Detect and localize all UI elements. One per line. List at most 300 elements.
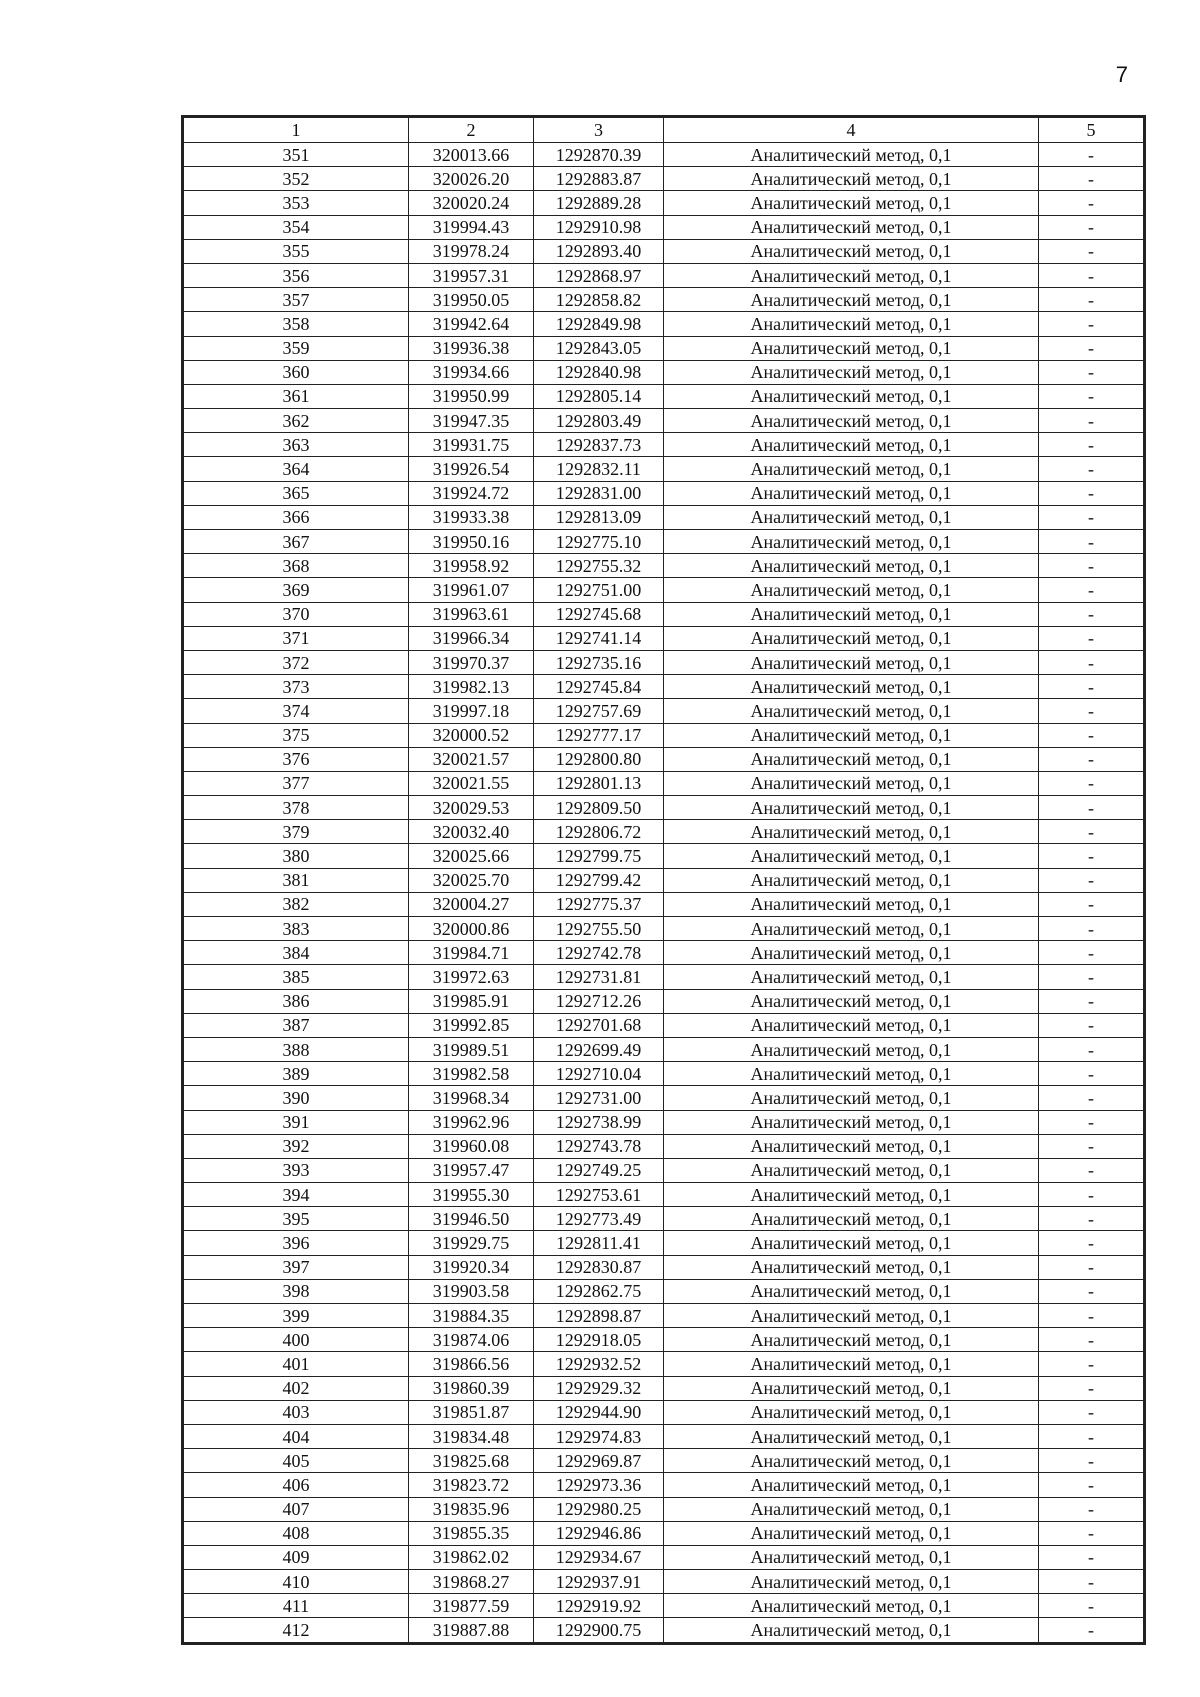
- point-number-cell: 405: [184, 1449, 409, 1473]
- table-row: [184, 530, 1144, 554]
- y-coordinate-cell: 1292800.80: [534, 747, 664, 771]
- table-row: [184, 1328, 1144, 1352]
- y-coordinate-cell: 1292919.92: [534, 1594, 664, 1618]
- x-coordinate-cell: 319966.34: [409, 626, 534, 650]
- note-cell: -: [1039, 868, 1144, 892]
- method-cell: Аналитический метод, 0,1: [664, 1279, 1039, 1303]
- method-cell: Аналитический метод, 0,1: [664, 1400, 1039, 1424]
- header-col-2: 2: [409, 118, 534, 143]
- method-cell: Аналитический метод, 0,1: [664, 143, 1039, 167]
- y-coordinate-cell: 1292741.14: [534, 626, 664, 650]
- table-body: [184, 143, 1144, 1643]
- note-cell: -: [1039, 1255, 1144, 1279]
- header-col-1: 1: [184, 118, 409, 143]
- x-coordinate-cell: 319957.31: [409, 263, 534, 287]
- y-coordinate-cell: 1292735.16: [534, 650, 664, 674]
- method-cell: Аналитический метод, 0,1: [664, 1037, 1039, 1061]
- y-coordinate-cell: 1292699.49: [534, 1037, 664, 1061]
- method-cell: Аналитический метод, 0,1: [664, 1618, 1039, 1642]
- y-coordinate-cell: 1292868.97: [534, 263, 664, 287]
- header-row: [184, 118, 1144, 143]
- y-coordinate-cell: 1292751.00: [534, 578, 664, 602]
- table-row: [184, 1304, 1144, 1328]
- method-cell: Аналитический метод, 0,1: [664, 1521, 1039, 1545]
- method-cell: Аналитический метод, 0,1: [664, 1231, 1039, 1255]
- method-cell: Аналитический метод, 0,1: [664, 1086, 1039, 1110]
- y-coordinate-cell: 1292775.37: [534, 892, 664, 916]
- table-row: [184, 965, 1144, 989]
- method-cell: Аналитический метод, 0,1: [664, 505, 1039, 529]
- table-row: [184, 1545, 1144, 1569]
- point-number-cell: 359: [184, 336, 409, 360]
- y-coordinate-cell: 1292900.75: [534, 1618, 664, 1642]
- note-cell: -: [1039, 796, 1144, 820]
- method-cell: Аналитический метод, 0,1: [664, 263, 1039, 287]
- x-coordinate-cell: 319968.34: [409, 1086, 534, 1110]
- table-row: [184, 1497, 1144, 1521]
- table-row: [184, 1255, 1144, 1279]
- point-number-cell: 381: [184, 868, 409, 892]
- point-number-cell: 353: [184, 191, 409, 215]
- table-row: [184, 457, 1144, 481]
- note-cell: -: [1039, 1231, 1144, 1255]
- method-cell: Аналитический метод, 0,1: [664, 1013, 1039, 1037]
- note-cell: -: [1039, 143, 1144, 167]
- point-number-cell: 351: [184, 143, 409, 167]
- table-row: [184, 1086, 1144, 1110]
- method-cell: Аналитический метод, 0,1: [664, 239, 1039, 263]
- x-coordinate-cell: 319866.56: [409, 1352, 534, 1376]
- method-cell: Аналитический метод, 0,1: [664, 481, 1039, 505]
- point-number-cell: 366: [184, 505, 409, 529]
- note-cell: -: [1039, 481, 1144, 505]
- point-number-cell: 382: [184, 892, 409, 916]
- point-number-cell: 360: [184, 360, 409, 384]
- table-row: [184, 1400, 1144, 1424]
- point-number-cell: 365: [184, 481, 409, 505]
- method-cell: Аналитический метод, 0,1: [664, 917, 1039, 941]
- x-coordinate-cell: 319950.99: [409, 384, 534, 408]
- y-coordinate-cell: 1292755.50: [534, 917, 664, 941]
- table-row: [184, 1594, 1144, 1618]
- point-number-cell: 368: [184, 554, 409, 578]
- note-cell: -: [1039, 288, 1144, 312]
- table-row: [184, 384, 1144, 408]
- note-cell: -: [1039, 554, 1144, 578]
- method-cell: Аналитический метод, 0,1: [664, 626, 1039, 650]
- point-number-cell: 393: [184, 1158, 409, 1182]
- method-cell: Аналитический метод, 0,1: [664, 312, 1039, 336]
- header-col-3: 3: [534, 118, 664, 143]
- y-coordinate-cell: 1292969.87: [534, 1449, 664, 1473]
- note-cell: -: [1039, 167, 1144, 191]
- x-coordinate-cell: 319984.71: [409, 941, 534, 965]
- note-cell: -: [1039, 384, 1144, 408]
- method-cell: Аналитический метод, 0,1: [664, 771, 1039, 795]
- x-coordinate-cell: 320004.27: [409, 892, 534, 916]
- note-cell: -: [1039, 1376, 1144, 1400]
- x-coordinate-cell: 320026.20: [409, 167, 534, 191]
- point-number-cell: 379: [184, 820, 409, 844]
- note-cell: -: [1039, 1328, 1144, 1352]
- y-coordinate-cell: 1292799.42: [534, 868, 664, 892]
- y-coordinate-cell: 1292843.05: [534, 336, 664, 360]
- method-cell: Аналитический метод, 0,1: [664, 1062, 1039, 1086]
- point-number-cell: 397: [184, 1255, 409, 1279]
- table-row: [184, 336, 1144, 360]
- y-coordinate-cell: 1292932.52: [534, 1352, 664, 1376]
- point-number-cell: 400: [184, 1328, 409, 1352]
- table-row: [184, 505, 1144, 529]
- table-row: [184, 1521, 1144, 1545]
- note-cell: -: [1039, 1183, 1144, 1207]
- method-cell: Аналитический метод, 0,1: [664, 1255, 1039, 1279]
- y-coordinate-cell: 1292749.25: [534, 1158, 664, 1182]
- point-number-cell: 407: [184, 1497, 409, 1521]
- x-coordinate-cell: 320025.70: [409, 868, 534, 892]
- table-row: [184, 1062, 1144, 1086]
- note-cell: -: [1039, 1037, 1144, 1061]
- note-cell: -: [1039, 336, 1144, 360]
- point-number-cell: 396: [184, 1231, 409, 1255]
- method-cell: Аналитический метод, 0,1: [664, 699, 1039, 723]
- method-cell: Аналитический метод, 0,1: [664, 360, 1039, 384]
- note-cell: -: [1039, 360, 1144, 384]
- note-cell: -: [1039, 650, 1144, 674]
- x-coordinate-cell: 319978.24: [409, 239, 534, 263]
- note-cell: -: [1039, 1086, 1144, 1110]
- table-row: [184, 1134, 1144, 1158]
- x-coordinate-cell: 319958.92: [409, 554, 534, 578]
- y-coordinate-cell: 1292755.32: [534, 554, 664, 578]
- x-coordinate-cell: 320000.52: [409, 723, 534, 747]
- note-cell: -: [1039, 771, 1144, 795]
- table-row: [184, 626, 1144, 650]
- x-coordinate-cell: 319955.30: [409, 1183, 534, 1207]
- x-coordinate-cell: 319855.35: [409, 1521, 534, 1545]
- x-coordinate-cell: 319960.08: [409, 1134, 534, 1158]
- point-number-cell: 406: [184, 1473, 409, 1497]
- point-number-cell: 372: [184, 650, 409, 674]
- y-coordinate-cell: 1292701.68: [534, 1013, 664, 1037]
- method-cell: Аналитический метод, 0,1: [664, 892, 1039, 916]
- note-cell: -: [1039, 626, 1144, 650]
- x-coordinate-cell: 319936.38: [409, 336, 534, 360]
- x-coordinate-cell: 319989.51: [409, 1037, 534, 1061]
- point-number-cell: 362: [184, 409, 409, 433]
- note-cell: -: [1039, 1521, 1144, 1545]
- y-coordinate-cell: 1292910.98: [534, 215, 664, 239]
- table-row: [184, 1618, 1144, 1642]
- note-cell: -: [1039, 312, 1144, 336]
- table-row: [184, 1231, 1144, 1255]
- x-coordinate-cell: 319835.96: [409, 1497, 534, 1521]
- y-coordinate-cell: 1292803.49: [534, 409, 664, 433]
- note-cell: -: [1039, 1400, 1144, 1424]
- point-number-cell: 387: [184, 1013, 409, 1037]
- x-coordinate-cell: 319961.07: [409, 578, 534, 602]
- note-cell: -: [1039, 1352, 1144, 1376]
- y-coordinate-cell: 1292980.25: [534, 1497, 664, 1521]
- method-cell: Аналитический метод, 0,1: [664, 409, 1039, 433]
- method-cell: Аналитический метод, 0,1: [664, 457, 1039, 481]
- method-cell: Аналитический метод, 0,1: [664, 747, 1039, 771]
- note-cell: -: [1039, 965, 1144, 989]
- x-coordinate-cell: 319825.68: [409, 1449, 534, 1473]
- x-coordinate-cell: 319929.75: [409, 1231, 534, 1255]
- y-coordinate-cell: 1292801.13: [534, 771, 664, 795]
- table-row: [184, 481, 1144, 505]
- method-cell: Аналитический метод, 0,1: [664, 1134, 1039, 1158]
- x-coordinate-cell: 320013.66: [409, 143, 534, 167]
- y-coordinate-cell: 1292934.67: [534, 1545, 664, 1569]
- y-coordinate-cell: 1292831.00: [534, 481, 664, 505]
- point-number-cell: 386: [184, 989, 409, 1013]
- table-row: [184, 941, 1144, 965]
- method-cell: Аналитический метод, 0,1: [664, 1158, 1039, 1182]
- method-cell: Аналитический метод, 0,1: [664, 844, 1039, 868]
- x-coordinate-cell: 319947.35: [409, 409, 534, 433]
- table-row: [184, 433, 1144, 457]
- y-coordinate-cell: 1292743.78: [534, 1134, 664, 1158]
- y-coordinate-cell: 1292738.99: [534, 1110, 664, 1134]
- point-number-cell: 375: [184, 723, 409, 747]
- point-number-cell: 404: [184, 1424, 409, 1448]
- point-number-cell: 374: [184, 699, 409, 723]
- note-cell: -: [1039, 263, 1144, 287]
- table-row: [184, 1376, 1144, 1400]
- y-coordinate-cell: 1292731.81: [534, 965, 664, 989]
- point-number-cell: 363: [184, 433, 409, 457]
- x-coordinate-cell: 320021.55: [409, 771, 534, 795]
- point-number-cell: 384: [184, 941, 409, 965]
- x-coordinate-cell: 319877.59: [409, 1594, 534, 1618]
- note-cell: -: [1039, 820, 1144, 844]
- x-coordinate-cell: 319950.05: [409, 288, 534, 312]
- note-cell: -: [1039, 699, 1144, 723]
- note-cell: -: [1039, 723, 1144, 747]
- method-cell: Аналитический метод, 0,1: [664, 1183, 1039, 1207]
- method-cell: Аналитический метод, 0,1: [664, 336, 1039, 360]
- y-coordinate-cell: 1292811.41: [534, 1231, 664, 1255]
- point-number-cell: 398: [184, 1279, 409, 1303]
- method-cell: Аналитический метод, 0,1: [664, 433, 1039, 457]
- method-cell: Аналитический метод, 0,1: [664, 215, 1039, 239]
- table-row: [184, 820, 1144, 844]
- y-coordinate-cell: 1292710.04: [534, 1062, 664, 1086]
- note-cell: -: [1039, 1545, 1144, 1569]
- note-cell: -: [1039, 1279, 1144, 1303]
- y-coordinate-cell: 1292858.82: [534, 288, 664, 312]
- table-row: [184, 989, 1144, 1013]
- method-cell: Аналитический метод, 0,1: [664, 1376, 1039, 1400]
- table-row: [184, 723, 1144, 747]
- method-cell: Аналитический метод, 0,1: [664, 288, 1039, 312]
- point-number-cell: 394: [184, 1183, 409, 1207]
- point-number-cell: 402: [184, 1376, 409, 1400]
- x-coordinate-cell: 319950.16: [409, 530, 534, 554]
- point-number-cell: 408: [184, 1521, 409, 1545]
- x-coordinate-cell: 319823.72: [409, 1473, 534, 1497]
- method-cell: Аналитический метод, 0,1: [664, 1570, 1039, 1594]
- table-row: [184, 1183, 1144, 1207]
- point-number-cell: 377: [184, 771, 409, 795]
- y-coordinate-cell: 1292775.10: [534, 530, 664, 554]
- table-row: [184, 771, 1144, 795]
- x-coordinate-cell: 319874.06: [409, 1328, 534, 1352]
- y-coordinate-cell: 1292832.11: [534, 457, 664, 481]
- x-coordinate-cell: 319970.37: [409, 650, 534, 674]
- note-cell: -: [1039, 578, 1144, 602]
- note-cell: -: [1039, 1449, 1144, 1473]
- method-cell: Аналитический метод, 0,1: [664, 1424, 1039, 1448]
- y-coordinate-cell: 1292974.83: [534, 1424, 664, 1448]
- note-cell: -: [1039, 1158, 1144, 1182]
- method-cell: Аналитический метод, 0,1: [664, 989, 1039, 1013]
- point-number-cell: 370: [184, 602, 409, 626]
- point-number-cell: 403: [184, 1400, 409, 1424]
- y-coordinate-cell: 1292712.26: [534, 989, 664, 1013]
- x-coordinate-cell: 319963.61: [409, 602, 534, 626]
- point-number-cell: 401: [184, 1352, 409, 1376]
- note-cell: -: [1039, 1304, 1144, 1328]
- method-cell: Аналитический метод, 0,1: [664, 578, 1039, 602]
- table-row: [184, 191, 1144, 215]
- y-coordinate-cell: 1292753.61: [534, 1183, 664, 1207]
- note-cell: -: [1039, 747, 1144, 771]
- y-coordinate-cell: 1292944.90: [534, 1400, 664, 1424]
- note-cell: -: [1039, 1110, 1144, 1134]
- method-cell: Аналитический метод, 0,1: [664, 1449, 1039, 1473]
- point-number-cell: 352: [184, 167, 409, 191]
- y-coordinate-cell: 1292946.86: [534, 1521, 664, 1545]
- table-row: [184, 1013, 1144, 1037]
- method-cell: Аналитический метод, 0,1: [664, 675, 1039, 699]
- table-row: [184, 1570, 1144, 1594]
- x-coordinate-cell: 319868.27: [409, 1570, 534, 1594]
- method-cell: Аналитический метод, 0,1: [664, 1473, 1039, 1497]
- table-row: [184, 1352, 1144, 1376]
- y-coordinate-cell: 1292805.14: [534, 384, 664, 408]
- point-number-cell: 357: [184, 288, 409, 312]
- point-number-cell: 411: [184, 1594, 409, 1618]
- note-cell: -: [1039, 1424, 1144, 1448]
- x-coordinate-cell: 319933.38: [409, 505, 534, 529]
- note-cell: -: [1039, 1062, 1144, 1086]
- x-coordinate-cell: 319957.47: [409, 1158, 534, 1182]
- note-cell: -: [1039, 1570, 1144, 1594]
- table-row: [184, 1473, 1144, 1497]
- x-coordinate-cell: 319834.48: [409, 1424, 534, 1448]
- note-cell: -: [1039, 941, 1144, 965]
- note-cell: -: [1039, 917, 1144, 941]
- method-cell: Аналитический метод, 0,1: [664, 723, 1039, 747]
- x-coordinate-cell: 320000.86: [409, 917, 534, 941]
- point-number-cell: 376: [184, 747, 409, 771]
- page-number: 7: [1115, 62, 1128, 87]
- note-cell: -: [1039, 239, 1144, 263]
- y-coordinate-cell: 1292745.84: [534, 675, 664, 699]
- point-number-cell: 367: [184, 530, 409, 554]
- note-cell: -: [1039, 505, 1144, 529]
- note-cell: -: [1039, 191, 1144, 215]
- method-cell: Аналитический метод, 0,1: [664, 167, 1039, 191]
- y-coordinate-cell: 1292870.39: [534, 143, 664, 167]
- point-number-cell: 389: [184, 1062, 409, 1086]
- x-coordinate-cell: 319934.66: [409, 360, 534, 384]
- y-coordinate-cell: 1292937.91: [534, 1570, 664, 1594]
- point-number-cell: 395: [184, 1207, 409, 1231]
- y-coordinate-cell: 1292745.68: [534, 602, 664, 626]
- point-number-cell: 399: [184, 1304, 409, 1328]
- x-coordinate-cell: 319887.88: [409, 1618, 534, 1642]
- point-number-cell: 409: [184, 1545, 409, 1569]
- y-coordinate-cell: 1292849.98: [534, 312, 664, 336]
- y-coordinate-cell: 1292757.69: [534, 699, 664, 723]
- table-row: [184, 650, 1144, 674]
- x-coordinate-cell: 319851.87: [409, 1400, 534, 1424]
- note-cell: -: [1039, 1618, 1144, 1642]
- y-coordinate-cell: 1292799.75: [534, 844, 664, 868]
- x-coordinate-cell: 320021.57: [409, 747, 534, 771]
- note-cell: -: [1039, 1207, 1144, 1231]
- point-number-cell: 354: [184, 215, 409, 239]
- table-row: [184, 239, 1144, 263]
- method-cell: Аналитический метод, 0,1: [664, 941, 1039, 965]
- point-number-cell: 391: [184, 1110, 409, 1134]
- table-row: [184, 844, 1144, 868]
- y-coordinate-cell: 1292973.36: [534, 1473, 664, 1497]
- y-coordinate-cell: 1292830.87: [534, 1255, 664, 1279]
- note-cell: -: [1039, 989, 1144, 1013]
- method-cell: Аналитический метод, 0,1: [664, 650, 1039, 674]
- point-number-cell: 355: [184, 239, 409, 263]
- table-row: [184, 892, 1144, 916]
- x-coordinate-cell: 319903.58: [409, 1279, 534, 1303]
- point-number-cell: 412: [184, 1618, 409, 1642]
- x-coordinate-cell: 320020.24: [409, 191, 534, 215]
- method-cell: Аналитический метод, 0,1: [664, 384, 1039, 408]
- note-cell: -: [1039, 409, 1144, 433]
- method-cell: Аналитический метод, 0,1: [664, 1207, 1039, 1231]
- x-coordinate-cell: 319884.35: [409, 1304, 534, 1328]
- y-coordinate-cell: 1292742.78: [534, 941, 664, 965]
- note-cell: -: [1039, 433, 1144, 457]
- y-coordinate-cell: 1292837.73: [534, 433, 664, 457]
- method-cell: Аналитический метод, 0,1: [664, 1352, 1039, 1376]
- x-coordinate-cell: 319862.02: [409, 1545, 534, 1569]
- table-row: [184, 1207, 1144, 1231]
- x-coordinate-cell: 319962.96: [409, 1110, 534, 1134]
- table-row: [184, 312, 1144, 336]
- y-coordinate-cell: 1292777.17: [534, 723, 664, 747]
- y-coordinate-cell: 1292929.32: [534, 1376, 664, 1400]
- x-coordinate-cell: 319946.50: [409, 1207, 534, 1231]
- point-number-cell: 356: [184, 263, 409, 287]
- note-cell: -: [1039, 1134, 1144, 1158]
- method-cell: Аналитический метод, 0,1: [664, 554, 1039, 578]
- x-coordinate-cell: 319982.58: [409, 1062, 534, 1086]
- note-cell: -: [1039, 530, 1144, 554]
- method-cell: Аналитический метод, 0,1: [664, 1545, 1039, 1569]
- table-row: [184, 1424, 1144, 1448]
- table-row: [184, 1158, 1144, 1182]
- method-cell: Аналитический метод, 0,1: [664, 1304, 1039, 1328]
- x-coordinate-cell: 319992.85: [409, 1013, 534, 1037]
- table-row: [184, 409, 1144, 433]
- method-cell: Аналитический метод, 0,1: [664, 1594, 1039, 1618]
- note-cell: -: [1039, 1594, 1144, 1618]
